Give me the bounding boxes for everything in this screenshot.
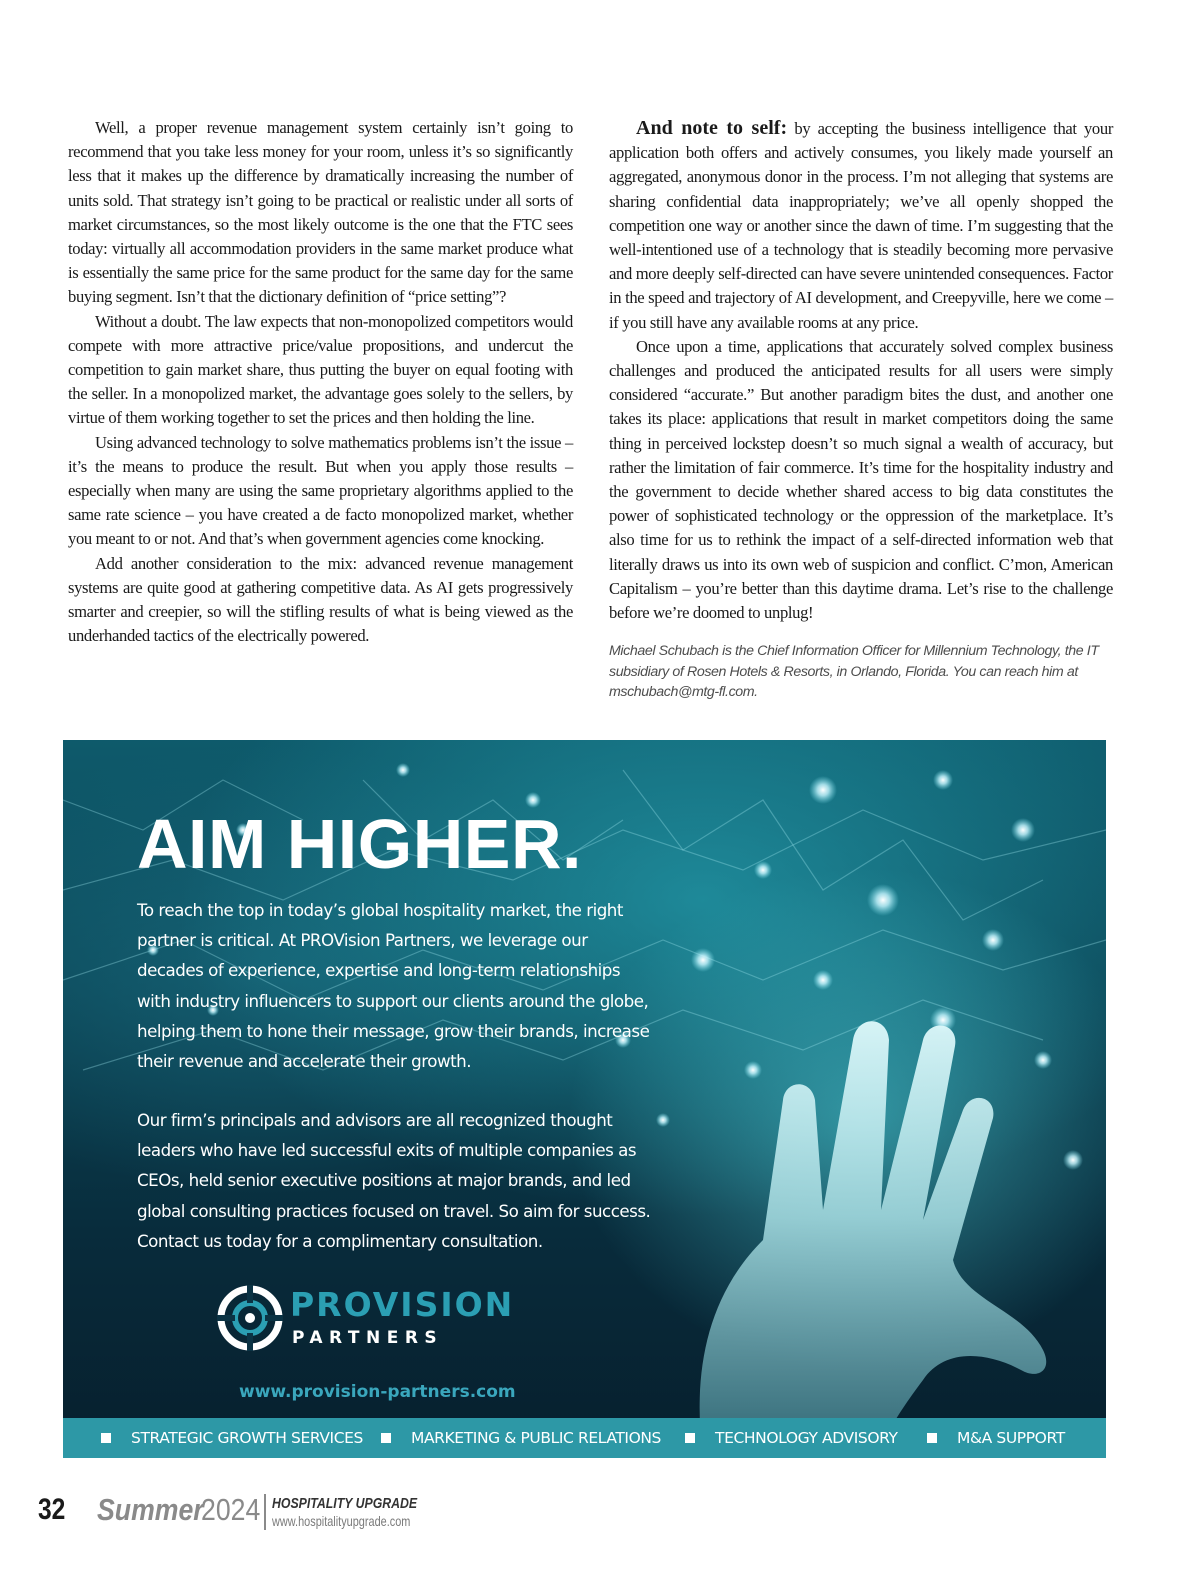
services-bar	[63, 1418, 1106, 1458]
service-item	[927, 1429, 1065, 1447]
article-column-right	[609, 116, 1113, 703]
article-column-left	[68, 116, 573, 648]
service-label: MARKETING & PUBLIC RELATIONS	[411, 1429, 661, 1447]
ad-body-paragraph: Our firm’s principals and advisors are all recognized thought leaders who have led successful exits of multiple companies as CEOs, held senior executive positions at major brands, and led global consulting practices focused on travel. So aim for success. Contact us today for a complimentary consultation.	[137, 1110, 651, 1251]
service-label: STRATEGIC GROWTH SERVICES	[131, 1429, 363, 1447]
square-bullet-icon	[381, 1433, 391, 1443]
article-paragraph: Once upon a time, applications that accurately solved complex business challenges and produced the anticipated results for all users were simply considered “accurate.” But another paradigm bites the dust, and another one takes its place: applications that result in market competitors doing the same thing in perceived lockstep doesn’t so much signal a wealth of accuracy, but rather the limitation of fair commerce. It’s time for the hospitality industry and the government to decide whether shared access to big data constitutes the power of sophisticated technology or the oppression of the marketplace. It’s also time for us to rethink the impact of a self-directed information web that literally draws us into its own web of suspicion and conflict. C’mon, American Capitalism – you’re better than this daytime drama. Let’s rise to the challenge before we’re doomed to unplug!	[609, 336, 1113, 623]
article-paragraph: Using advanced technology to solve mathematics problems isn’t the issue – it’s the means to produce the result. But when you apply those results – especially when many are using the same proprietary algorithms applied to the same rate science – you have created a de facto monopolized market, whether you meant to or not. And that’s when government agencies come knocking.	[68, 432, 573, 549]
lead-in-heading: And note to self:	[636, 117, 788, 139]
paragraph-text: by accepting the business intelligence that your application both offers and actively consumes, you likely made yourself an aggregated, anonymous donor in the process. I’m not alleging that systems are sharing confidential data inappropriately; we’ve all openly shopped the competition one way or another since the dawn of time. I’m suggesting that the well-intentioned use of a technology that is steadily becoming more pervasive and more deeply self-directed can have severe unintended consequences. Factor in the speed and trajectory of AI development, and Creepyville, here we come – if you still have any available rooms at any price.	[609, 119, 1113, 332]
hand-shape	[700, 1021, 1047, 1458]
service-label: TECHNOLOGY ADVISORY	[715, 1429, 898, 1447]
article-paragraph: Well, a proper revenue management system certainly isn’t going to recommend that you take less money for your room, unless it’s so significantly less that it makes up the difference by dramatically increasing the number of units sold. That strategy isn’t going to be practical or realistic under all sorts of market circumstances, so the most likely outcome is the one that the FTC sees today: virtually all accommodation providers in the same market produce what is essentially the same price for the same product for the same day for the same buying segment. Isn’t that the dictionary definition of “price setting”?	[68, 118, 573, 307]
issue-year: 2024	[201, 1492, 261, 1527]
square-bullet-icon	[101, 1433, 111, 1443]
ad-body-paragraph: To reach the top in today’s global hospitality market, the right partner is critical. At PROVision Partners, we leverage our decades of experience, expertise and long-term relationships with industry influencers to support our clients around the globe, helping them to hone their message, grow their brands, increase their revenue and accelerate their growth.	[137, 900, 650, 1072]
service-item	[685, 1429, 898, 1447]
provision-partners-ad	[63, 740, 1106, 1458]
target-crosshair-icon	[217, 1285, 283, 1351]
ad-headline: AIM HIGHER.	[137, 805, 582, 883]
article-paragraph	[609, 116, 1113, 335]
service-item	[381, 1429, 661, 1447]
logo-wordmark: PROVISION	[290, 1285, 515, 1324]
issue-season: Summer	[97, 1492, 204, 1527]
service-item	[101, 1429, 363, 1447]
square-bullet-icon	[927, 1433, 937, 1443]
logo-subtitle: PARTNERS	[292, 1328, 444, 1348]
magazine-name: HOSPITALITY UPGRADE	[272, 1495, 418, 1512]
author-bio: Michael Schubach is the Chief Information Officer for Millennium Technology, the IT subsidiary of Rosen Hotels & Resorts, in Orlando, Florida. You can reach him at mschubach@mtg-fl.com.	[609, 643, 1099, 701]
footer-divider	[264, 1494, 266, 1530]
page-number: 32	[38, 1493, 66, 1526]
article-paragraph: Without a doubt. The law expects that non-monopolized competitors would compete with more attractive price/value propositions, and undercut the competition to gain market share, thus putting the buyer on equal footing with the seller. In a monopolized market, the advantage goes solely to the sellers, by virtue of them working together to set the prices and then holding the line.	[68, 311, 573, 428]
ad-website-link[interactable]: www.provision-partners.com	[239, 1382, 516, 1402]
magazine-website[interactable]: www.hospitalityupgrade.com	[272, 1513, 411, 1529]
service-label: M&A SUPPORT	[957, 1429, 1065, 1447]
article-paragraph: Add another consideration to the mix: advanced revenue management systems are quite good at gathering competitive data. As AI gets progressively smarter and creepier, so will the stifling results of what is being viewed as the underhanded tactics of the electrically powered.	[68, 553, 573, 646]
square-bullet-icon	[685, 1433, 695, 1443]
